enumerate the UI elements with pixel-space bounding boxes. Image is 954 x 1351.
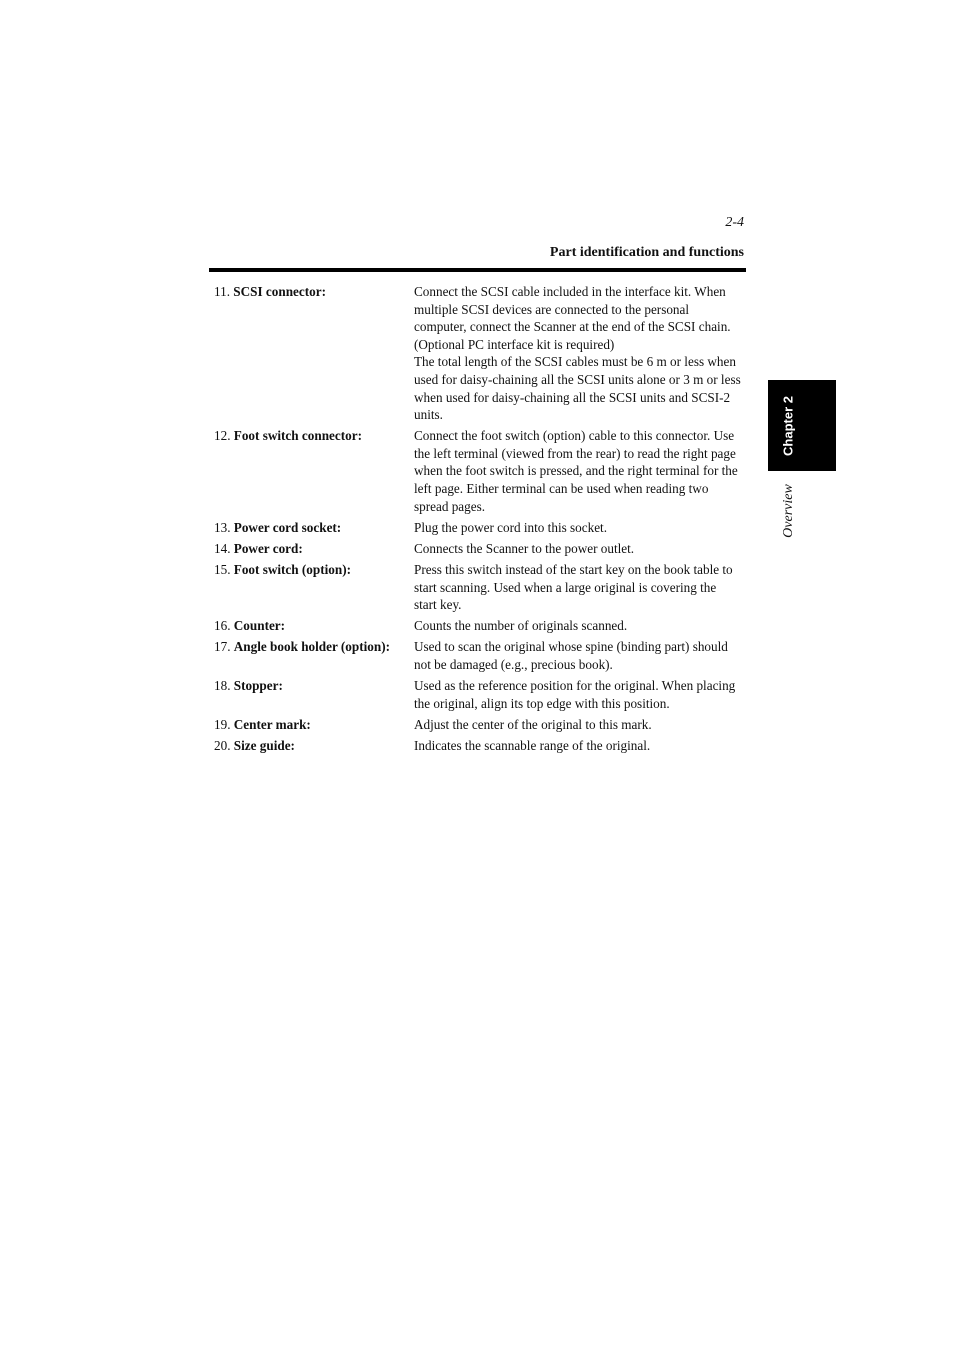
item-description-paragraph: The total length of the SCSI cables must be 6 m or less when used for daisy-chaining all the SCSI units alone or 3 m or less when used for daisy-chaining all the SCSI units and SCSI-2 units. xyxy=(414,354,741,423)
list-item xyxy=(214,737,746,755)
item-number: 16. xyxy=(214,618,231,634)
item-label xyxy=(214,519,414,537)
item-description-paragraph: Connect the SCSI cable included in the interface kit. When multiple SCSI devices are connected to the personal computer, connect the Scanner at the end of the SCSI chain. (Optional PC interface kit is required) xyxy=(414,284,731,352)
item-description-paragraph: Used to scan the original whose spine (binding part) should not be damaged (e.g., precious book). xyxy=(414,639,728,672)
list-item xyxy=(214,677,746,712)
item-name: Counter: xyxy=(233,618,286,634)
item-label xyxy=(214,617,414,635)
item-description xyxy=(414,737,746,755)
item-number: 20. xyxy=(214,737,231,753)
item-number: 13. xyxy=(214,519,231,535)
item-label xyxy=(214,561,414,614)
item-description-paragraph: Press this switch instead of the start key on the book table to start scanning. Used when a large original is covering the start key. xyxy=(414,561,733,613)
list-item xyxy=(214,427,746,515)
item-description xyxy=(414,540,746,558)
chapter-tab-label: Chapter 2 xyxy=(780,395,796,456)
item-description-paragraph: Connects the Scanner to the power outlet. xyxy=(414,540,635,556)
item-description-paragraph: Counts the number of originals scanned. xyxy=(414,618,628,634)
item-description xyxy=(414,638,746,673)
list-item xyxy=(214,540,746,558)
item-description xyxy=(414,561,746,614)
list-item xyxy=(214,561,746,614)
item-label xyxy=(214,677,414,712)
item-description-paragraph: Used as the reference position for the original. When placing the original, align its top edge with this position. xyxy=(414,677,736,711)
item-name: Stopper: xyxy=(233,677,283,693)
item-number: 18. xyxy=(214,677,231,693)
item-number: 15. xyxy=(214,561,231,577)
section-tab-label: Overview xyxy=(781,484,796,538)
item-description-paragraph: Indicates the scannable range of the original. xyxy=(414,737,651,753)
header-rule xyxy=(209,268,746,272)
item-name: Foot switch connector: xyxy=(233,428,362,444)
page-number: 2-4 xyxy=(725,215,744,230)
item-description-paragraph: Connect the foot switch (option) cable to this connector. Use the left terminal (viewed from the rear) to read the right page when the foot switch is pressed, and the right terminal for the left page. Either terminal can be used when reading two spread pages. xyxy=(414,428,738,514)
item-name: Power cord socket: xyxy=(233,519,342,535)
item-label xyxy=(214,737,414,755)
list-item xyxy=(214,283,746,424)
parts-list xyxy=(214,283,746,758)
item-number: 14. xyxy=(214,540,231,556)
item-name: Center mark: xyxy=(233,716,311,732)
list-item xyxy=(214,638,746,673)
item-label xyxy=(214,638,414,673)
list-item xyxy=(214,519,746,537)
item-description xyxy=(414,427,746,515)
list-item xyxy=(214,716,746,734)
item-number: 17. xyxy=(214,639,231,655)
item-name: Power cord: xyxy=(233,540,303,556)
item-number: 19. xyxy=(214,716,231,732)
item-description xyxy=(414,283,746,424)
section-tab xyxy=(778,478,800,544)
item-description xyxy=(414,716,746,734)
item-name: Angle book holder (option): xyxy=(233,639,390,655)
item-label xyxy=(214,283,414,424)
item-name: SCSI connector: xyxy=(233,284,326,299)
chapter-tab xyxy=(768,380,836,471)
item-label xyxy=(214,540,414,558)
item-number: 12. xyxy=(214,428,231,444)
item-name: Size guide: xyxy=(233,737,295,753)
item-description xyxy=(414,617,746,635)
item-description-paragraph: Adjust the center of the original to this mark. xyxy=(414,716,652,732)
list-item xyxy=(214,617,746,635)
item-label xyxy=(214,427,414,515)
item-description-paragraph: Plug the power cord into this socket. xyxy=(414,519,608,535)
section-title: Part identification and functions xyxy=(549,245,744,260)
item-description xyxy=(414,519,746,537)
item-number: 11. xyxy=(214,284,230,299)
item-description xyxy=(414,677,746,712)
item-label xyxy=(214,716,414,734)
item-name: Foot switch (option): xyxy=(233,561,351,577)
